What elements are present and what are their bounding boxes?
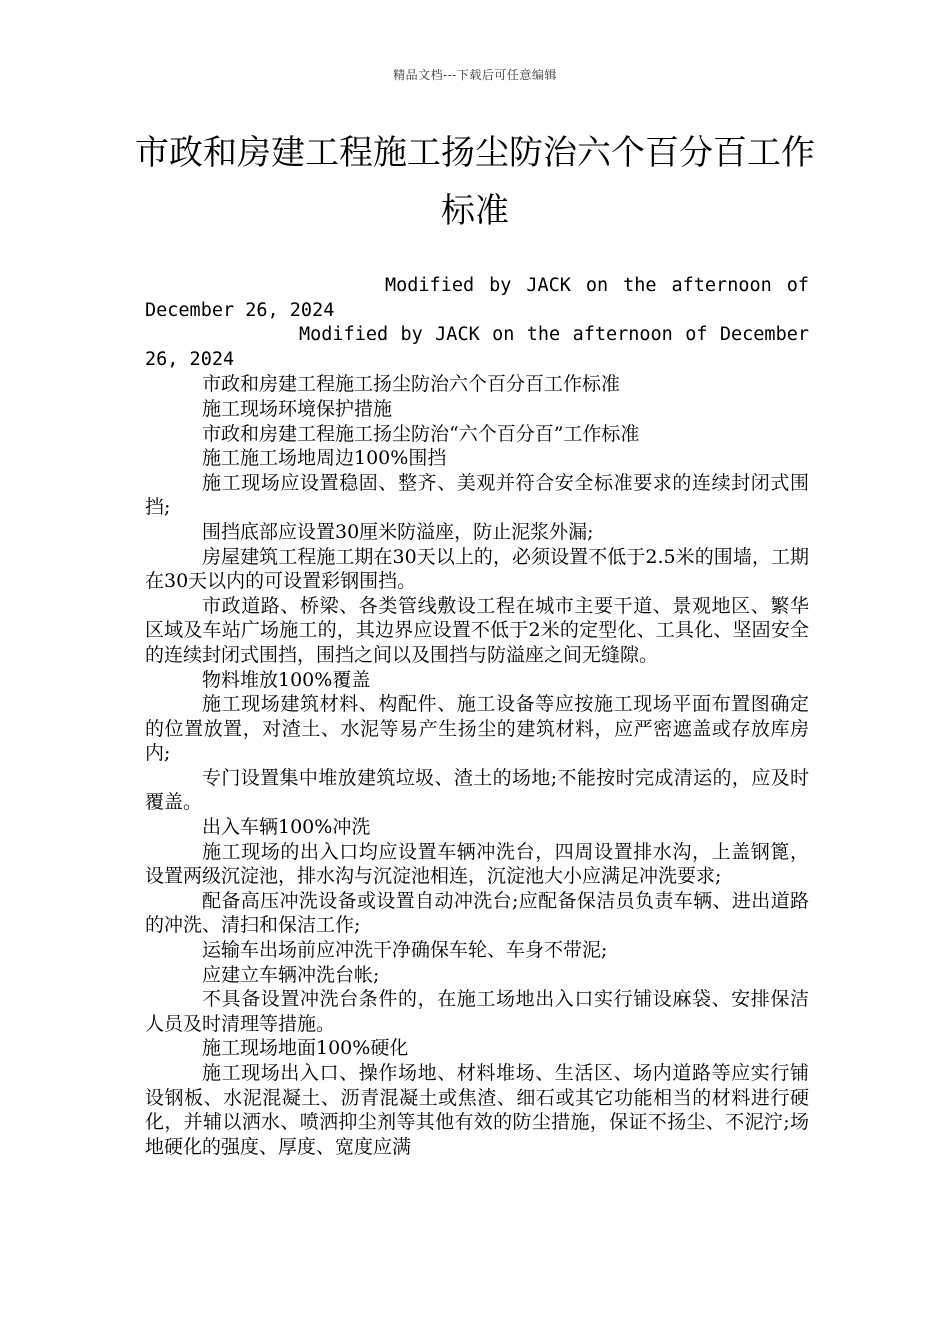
document-body <box>145 274 809 1159</box>
modified-line: Modified by JACK on the afternoon of December 26, 2024 <box>145 275 809 321</box>
paragraph: 房屋建筑工程施工期在30天以上的，必须设置不低于2.5米的围墙，工期在30天以内的可设置彩钢围挡。 <box>145 545 809 593</box>
paragraph: 配备高压冲洗设备或设置自动冲洗台;应配备保洁员负责车辆、进出道路的冲洗、清扫和保洁工作; <box>145 889 809 937</box>
paragraph-subheading-cover: 物料堆放100%覆盖 <box>202 668 371 691</box>
paragraph-subheading-washing: 出入车辆100%冲洗 <box>202 816 371 839</box>
paragraph: 应建立车辆冲洗台帐; <box>202 963 380 986</box>
modified-line: Modified by JACK on the afternoon of December 26, 2024 <box>145 324 809 370</box>
paragraph: 施工现场的出入口均应设置车辆冲洗台，四周设置排水沟，上盖钢篦，设置两级沉淀池，排水沟与沉淀池相连，沉淀池大小应满足冲洗要求; <box>145 840 809 888</box>
paragraph: 施工现场应设置稳固、整齐、美观并符合安全标准要求的连续封闭式围挡; <box>145 471 809 519</box>
paragraph-subheading-enclosure: 施工施工场地周边100%围挡 <box>202 447 447 470</box>
paragraph: 专门设置集中堆放建筑垃圾、渣土的场地;不能按时完成清运的，应及时覆盖。 <box>145 766 809 814</box>
page-header-note: 精品文档---下载后可任意编辑 <box>393 68 557 82</box>
paragraph: 运输车出场前应冲洗干净确保车轮、车身不带泥; <box>202 939 608 962</box>
paragraph: 施工现场出入口、操作场地、材料堆场、生活区、场内道路等应实行铺设钢板、水泥混凝土、沥青混凝土或焦渣、细石或其它功能相当的材料进行硬化，并辅以洒水、喷洒抑尘剂等其他有效的防尘措施，保证不扬尘、不泥泞;场地硬化的强度、厚度、宽度应满 <box>145 1062 809 1158</box>
paragraph: 施工现场建筑材料、构配件、施工设备等应按施工现场平面布置图确定的位置放置，对渣土、水泥等易产生扬尘的建筑材料，应严密遮盖或存放库房内; <box>145 693 809 765</box>
paragraph-standard-title: 市政和房建工程施工扬尘防治“六个百分百”工作标准 <box>202 422 640 445</box>
paragraph: 不具备设置冲洗台条件的，在施工场地出入口实行铺设麻袋、安排保洁人员及时清理等措施。 <box>145 988 809 1035</box>
paragraph: 市政道路、桥梁、各类管线敷设工程在城市主要干道、景观地区、繁华区域及车站广场施工的，其边界应设置不低于2米的定型化、工具化、坚固安全的连续封闭式围挡，围挡之间以及围挡与防溢座之间无缝隙。 <box>145 594 809 666</box>
paragraph-doc-title-repeat: 市政和房建工程施工扬尘防治六个百分百工作标准 <box>202 373 621 396</box>
document-title: 市政和房建工程施工扬尘防治六个百分百工作标准 <box>135 133 815 231</box>
paragraph-subheading-hardening: 施工现场地面100%硬化 <box>202 1037 409 1060</box>
paragraph: 围挡底部应设置30厘米防溢座，防止泥浆外漏; <box>202 520 594 543</box>
paragraph-section-heading: 施工现场环境保护措施 <box>202 397 393 420</box>
